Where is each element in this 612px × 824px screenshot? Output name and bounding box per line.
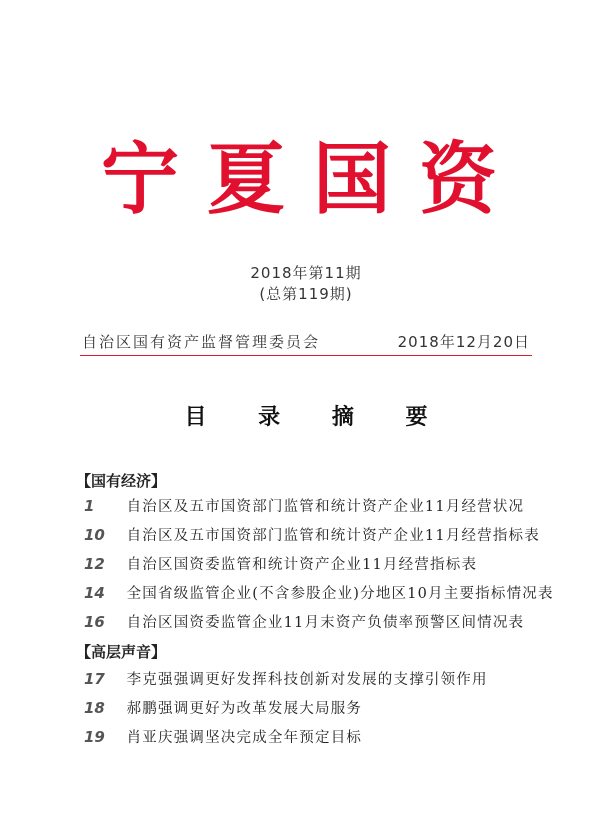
entry-title: 全国省级监管企业(不含参股企业)分地区10月主要指标情况表: [126, 586, 554, 602]
page-number: 1: [84, 497, 95, 515]
page-number: 18: [84, 699, 105, 717]
entry-title: 自治区国资委监管和统计资产企业11月经营指标表: [126, 557, 478, 573]
masthead-title: 宁夏国资: [100, 134, 525, 225]
toc-entry[interactable]: [84, 667, 488, 691]
entry-title: 李克强强调更好发挥科技创新对发展的支撑引领作用: [126, 672, 488, 688]
issue-number: 2018年第11期: [250, 264, 362, 282]
page-number: 10: [84, 526, 105, 544]
toc-title: 目 录 摘 要: [184, 404, 450, 430]
page-number: 19: [84, 728, 105, 746]
entry-title: 自治区及五市国资部门监管和统计资产企业11月经营指标表: [126, 528, 540, 544]
publisher-rule: [80, 331, 532, 356]
issue-total-number: (总第119期): [259, 285, 353, 303]
entry-title: 自治区及五市国资部门监管和统计资产企业11月经营状况: [126, 499, 525, 515]
section-heading-leadership-voices: 【高层声音】: [76, 643, 167, 661]
toc-entry[interactable]: [84, 494, 524, 518]
toc-entry[interactable]: [84, 725, 362, 749]
toc-entry[interactable]: [84, 523, 540, 547]
publisher-org: 自治区国有资产监督管理委员会: [82, 333, 321, 351]
page-number: 17: [84, 670, 105, 688]
entry-title: 肖亚庆强调坚决完成全年预定目标: [126, 730, 363, 746]
entry-title: 自治区国资委监管企业11月末资产负债率预警区间情况表: [126, 615, 525, 631]
page-number: 16: [84, 613, 105, 631]
page-number: 14: [84, 584, 105, 602]
toc-entry[interactable]: [84, 696, 362, 720]
toc-entry[interactable]: [84, 581, 554, 605]
toc-entry[interactable]: [84, 610, 524, 634]
section-heading-state-economy: 【国有经济】: [76, 472, 167, 490]
page-number: 12: [84, 555, 105, 573]
publish-date: 2018年12月20日: [397, 333, 530, 351]
entry-title: 郝鹏强调更好为改革发展大局服务: [126, 701, 363, 717]
toc-entry[interactable]: [84, 552, 477, 576]
